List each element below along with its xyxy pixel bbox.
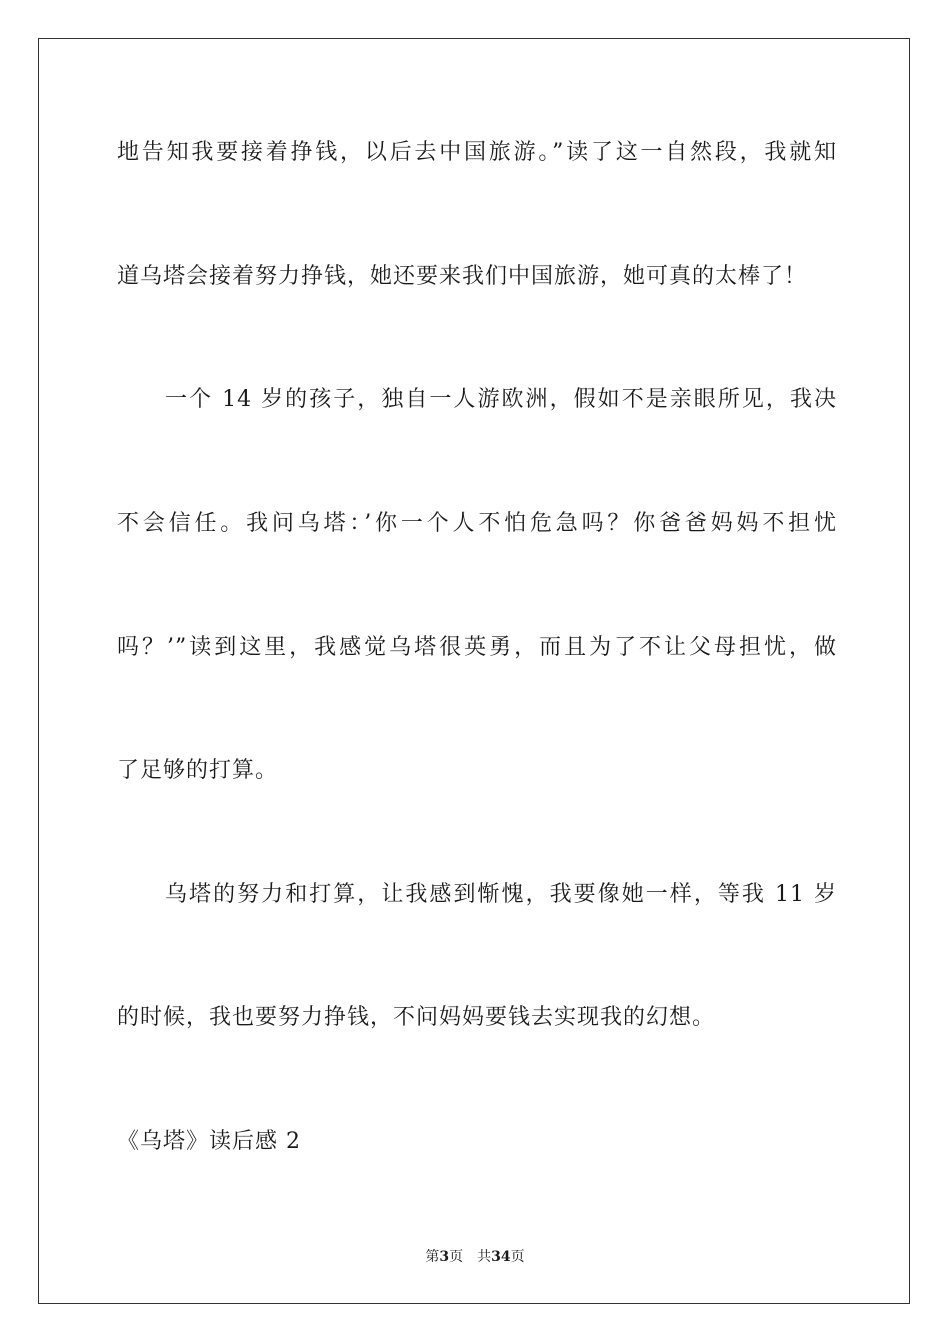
- paragraph-line-5: 吗？’”读到这里，我感觉乌塔很英勇，而且为了不让父母担忧，做: [117, 635, 837, 660]
- footer-total-suffix: 页: [510, 1249, 525, 1265]
- paragraph-line-1: 地告知我要接着挣钱，以后去中国旅游。”读了这一自然段，我就知: [117, 140, 837, 165]
- paragraph-line-6: 了足够的打算。: [117, 758, 279, 783]
- footer-page-number: 3: [439, 1249, 450, 1265]
- paragraph-line-7: 乌塔的努力和打算，让我感到惭愧，我要像她一样，等我 11 岁: [165, 882, 837, 907]
- paragraph-line-2: 道乌塔会接着努力挣钱，她还要来我们中国旅游，她可真的太棒了！: [117, 264, 808, 289]
- footer-page-prefix: 第: [425, 1249, 440, 1265]
- page-border: [38, 38, 910, 1304]
- footer-total-pages: 34: [491, 1249, 511, 1265]
- paragraph-line-3: 一个 14 岁的孩子，独自一人游欧洲，假如不是亲眼所见，我决: [165, 387, 837, 412]
- footer-page-suffix: 页: [449, 1249, 464, 1265]
- page-footer: [0, 1247, 950, 1267]
- section-heading: 《乌塔》读后感 2: [117, 1129, 301, 1154]
- footer-total-prefix: 共: [477, 1249, 492, 1265]
- paragraph-line-8: 的时候，我也要努力挣钱，不问妈妈要钱去实现我的幻想。: [117, 1005, 716, 1030]
- paragraph-line-4: 不会信任。我问乌塔：’你一个人不怕危急吗？你爸爸妈妈不担忧: [117, 511, 837, 536]
